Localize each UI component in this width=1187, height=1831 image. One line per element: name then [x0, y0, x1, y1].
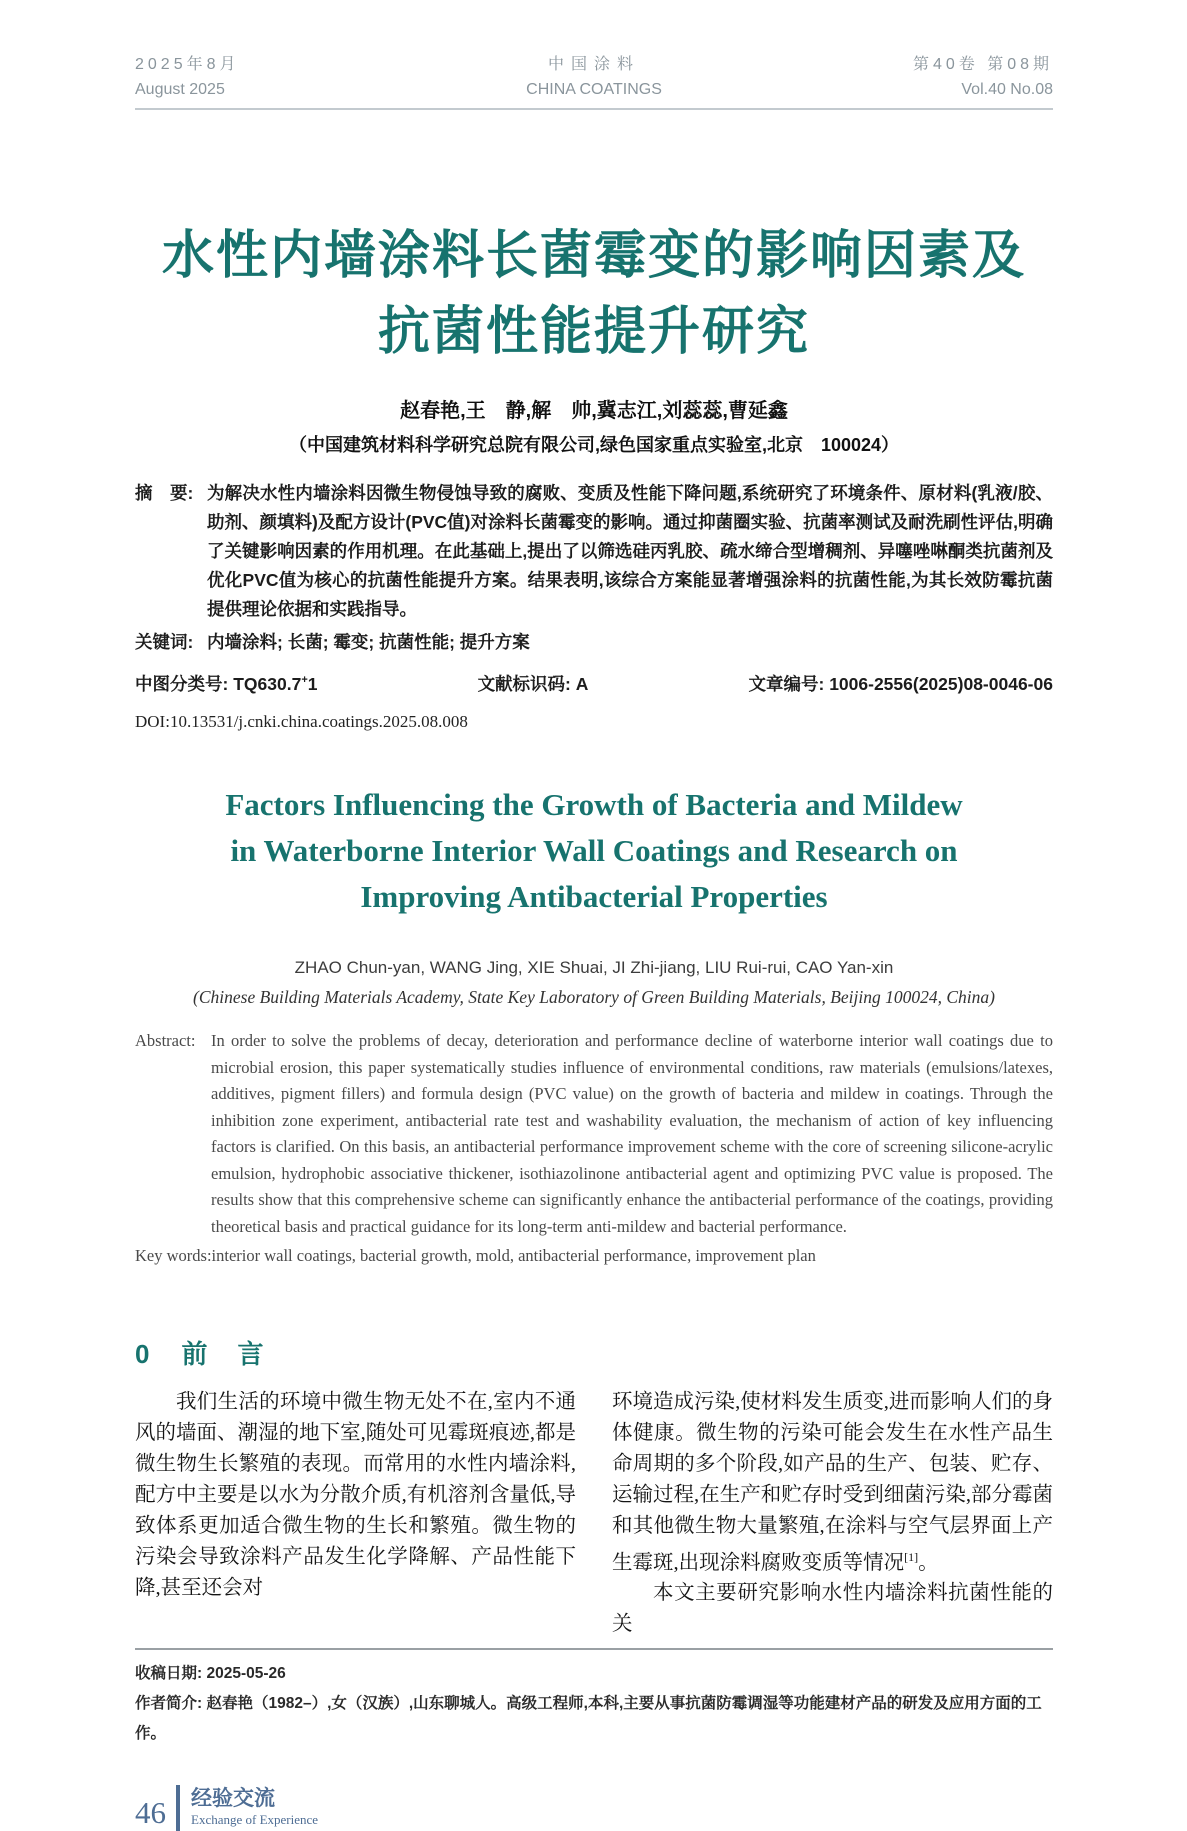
- document-code: [478, 671, 589, 696]
- article-title-en-line3: Improving Antibacterial Properties: [360, 879, 828, 914]
- intro-right-paragraph-2: 本文主要研究影响水性内墙涂料抗菌性能的关: [612, 1582, 1053, 1636]
- article-id-value: 1006-2556(2025)08-0046-06: [829, 674, 1053, 694]
- reference-marker-1: [1]: [904, 1549, 919, 1564]
- article-title-en-line1: Factors Influencing the Growth of Bacteria and Mildew: [225, 787, 963, 822]
- intro-right-text: 环境造成污染,使材料发生质变,进而影响人们的身体健康。微生物的污染可能会发生在水性产品生命周期的多个阶段,如产品的生产、包装、贮存、运输过程,在生产和贮存时受到细菌污染,部分霉菌和其他微生物大量繁殖,在涂料与空气层界面上产生霉斑,出现涂料腐败变质等情况: [612, 1390, 1053, 1574]
- page-footer: [135, 1785, 1053, 1831]
- footer-divider-bar: [176, 1785, 180, 1831]
- author-bio-line: [135, 1689, 1053, 1749]
- abstract-en-text: In order to solve the problems of decay, deterioration and performance decline of waterborne interior wall coatings due to microbial erosion, this paper systematically studies influence of environmental conditions, raw materials (emulsions/latexes, additives, pigment fillers) and formula design (PVC value) on the growth of bacteria and mildew in coatings. Through the inhibition zone experiment, antibacterial rate test and washability evaluation, the mechanism of action of key influencing factors is clarified. On this basis, an antibacterial performance improvement scheme with the core of screening silicone-acrylic emulsion, hydrophobic associative thickener, isothiazolinone antibacterial agent and optimizing PVC value is proposed. The results show that this comprehensive scheme can significantly enhance the antibacterial performance of the coatings, providing theoretical basis and practical guidance for its long-term anti-mildew and bacterial performance.: [211, 1031, 1053, 1236]
- author-bio-text: 赵春艳（1982–）,女（汉族）,山东聊城人。高级工程师,本科,主要从事抗菌防霉调湿等功能建材产品的研发及应用方面的工作。: [135, 1695, 1042, 1743]
- intro-right-text-end: 。: [918, 1551, 939, 1574]
- article-id: [748, 671, 1053, 696]
- section-title: 前 言: [181, 1338, 266, 1369]
- page-number: 46: [135, 1795, 166, 1831]
- authors-zh: 赵春艳,王 静,解 帅,冀志江,刘蕊蕊,曹延鑫: [400, 400, 788, 422]
- intro-right-column: [612, 1387, 1053, 1641]
- journal-header: [135, 52, 1053, 110]
- article-id-label: 文章编号:: [748, 674, 830, 694]
- abstract-zh: [135, 479, 1053, 624]
- header-journal-zh: 中国涂料: [547, 56, 640, 73]
- header-volume-block: [873, 52, 1053, 102]
- intro-body: [135, 1387, 1053, 1641]
- keywords-en-text: interior wall coatings, bacterial growth, mold, antibacterial performance, improvement plan: [211, 1246, 816, 1265]
- author-bio-label: 作者简介:: [135, 1695, 207, 1713]
- header-volume-zh: 第40卷 第08期: [912, 56, 1053, 73]
- article-title-zh: [135, 218, 1053, 370]
- intro-right-paragraph-1: [612, 1387, 1053, 1579]
- affiliation-zh: （中国建筑材料科学研究总院有限公司,绿色国家重点实验室,北京 100024）: [288, 435, 900, 455]
- clc-label: 中图分类号:: [135, 674, 234, 694]
- header-journal-block: [504, 52, 684, 102]
- doi: DOI:10.13531/j.cnki.china.coatings.2025.08.008: [135, 712, 468, 731]
- column-name-en: Exchange of Experience: [191, 1812, 319, 1828]
- article-title-en-line2: in Waterborne Interior Wall Coatings and Research on: [230, 833, 958, 868]
- keywords-en-label: Key words:: [135, 1246, 212, 1265]
- classification-row: [135, 671, 1053, 696]
- abstract-en-label: Abstract:: [135, 1031, 196, 1050]
- clc-number: [135, 671, 317, 696]
- section-number: 0: [135, 1338, 152, 1369]
- affiliation-en: (Chinese Building Materials Academy, State Key Laboratory of Green Building Materials, Beijing 100024, China): [193, 987, 995, 1007]
- clc-main: TQ630.7: [233, 674, 302, 694]
- keywords-zh-label: 关键词:: [135, 632, 194, 652]
- keywords-en: [135, 1243, 1053, 1270]
- abstract-zh-text: 为解决水性内墙涂料因微生物侵蚀导致的腐败、变质及性能下降问题,系统研究了环境条件、原材料(乳液/胶、助剂、颜填料)及配方设计(PVC值)对涂料长菌霉变的影响。通过抑菌圈实验、抗菌率测试及耐洗刷性评估,明确了关键影响因素的作用机理。在此基础上,提出了以筛选硅丙乳胶、疏水缔合型增稠剂、异噻唑啉酮类抗菌剂及优化PVC值为核心的抗菌性能提升方案。结果表明,该综合方案能显著增强涂料的抗菌性能,为其长效防霉抗菌提供理论依据和实践指导。: [207, 483, 1053, 619]
- clc-superscript: +: [301, 674, 308, 687]
- document-code-value: A: [575, 674, 589, 694]
- section-heading-intro: [135, 1334, 1053, 1371]
- header-date-block: [135, 52, 315, 102]
- intro-left-column: [135, 1387, 576, 1641]
- received-date-value: 2025-05-26: [206, 1665, 286, 1683]
- article-title-zh-line1: 水性内墙涂料长菌霉变的影响因素及: [161, 227, 1026, 285]
- column-name-zh: 经验交流: [191, 1787, 275, 1811]
- header-volume-en: Vol.40 No.08: [961, 81, 1053, 98]
- document-code-label: 文献标识码:: [477, 674, 576, 694]
- clc-tail: 1: [307, 674, 318, 694]
- abstract-zh-label: 摘 要:: [135, 483, 194, 503]
- keywords-zh: [135, 628, 1053, 657]
- header-date-zh: 2025年8月: [135, 56, 240, 73]
- article-title-en: [135, 782, 1053, 920]
- received-date-line: [135, 1659, 1053, 1689]
- received-date-label: 收稿日期:: [135, 1665, 207, 1683]
- article-title-zh-line2: 抗菌性能提升研究: [377, 303, 810, 361]
- column-name-block: [191, 1787, 318, 1829]
- keywords-zh-text: 内墙涂料; 长菌; 霉变; 抗菌性能; 提升方案: [207, 632, 530, 652]
- footnote-block: [135, 1648, 1053, 1749]
- abstract-en: [135, 1028, 1053, 1240]
- header-journal-en: CHINA COATINGS: [526, 81, 662, 98]
- authors-en: ZHAO Chun-yan, WANG Jing, XIE Shuai, JI Zhi-jiang, LIU Rui-rui, CAO Yan-xin: [294, 958, 894, 977]
- intro-left-paragraph: 我们生活的环境中微生物无处不在,室内不通风的墙面、潮湿的地下室,随处可见霉斑痕迹,都是微生物生长繁殖的表现。而常用的水性内墙涂料,配方中主要是以水为分散介质,有机溶剂含量低,导致体系更加适合微生物的生长和繁殖。微生物的污染会导致涂料产品发生化学降解、产品性能下降,甚至还会对: [135, 1390, 576, 1599]
- header-date-en: August 2025: [135, 81, 225, 98]
